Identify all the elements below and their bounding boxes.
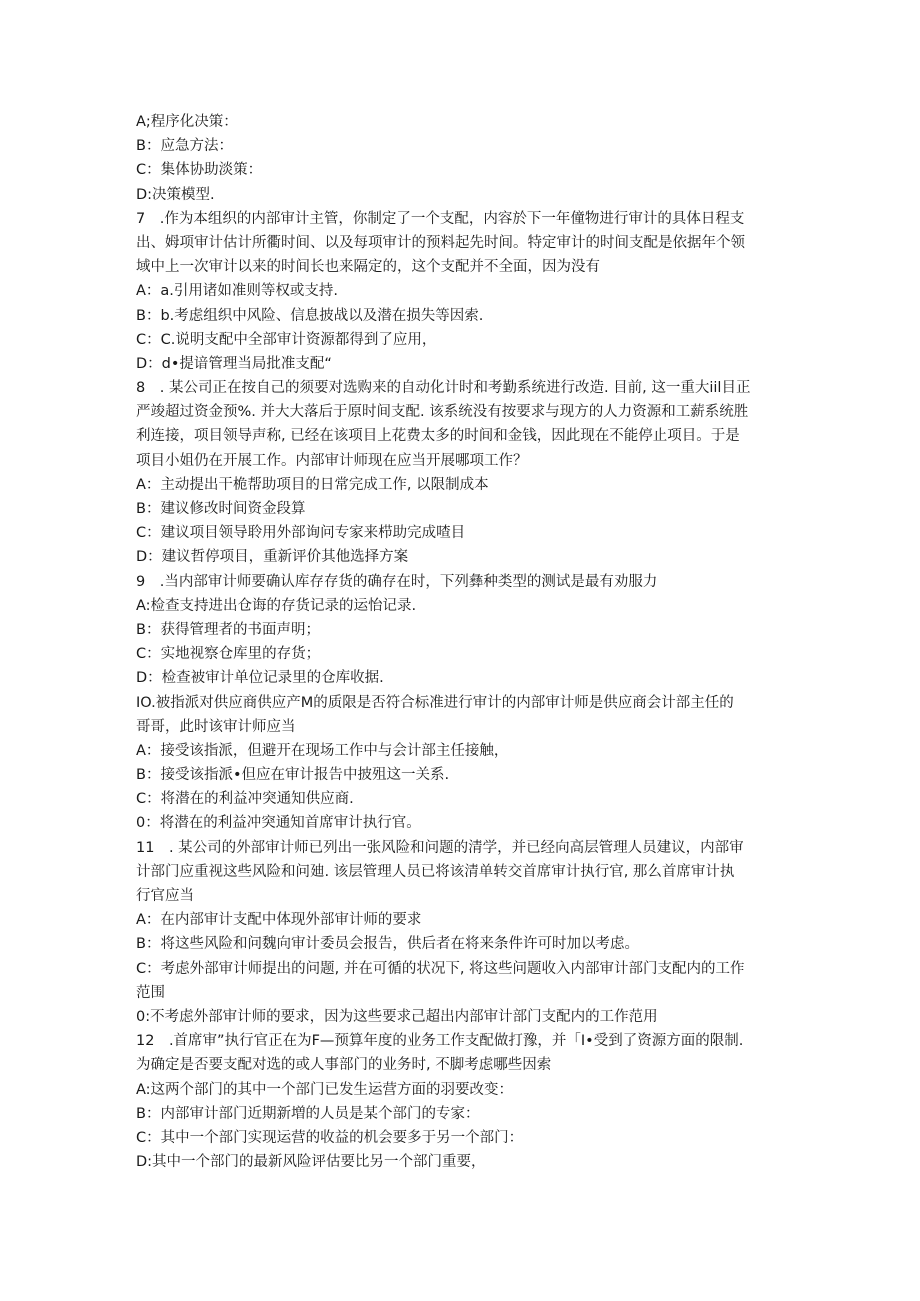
- text-line: A：接受该指派，但避开在现场工作中与会计部主任接触，: [136, 742, 509, 759]
- text-line: D:决策模型.: [136, 186, 215, 203]
- text-line: IO.被指派对供应商供应产M的质限是否符合标准进行审计的内部审计师是供应商会计部主任的: [136, 694, 734, 711]
- text-line: C：集体协助淡策：: [136, 162, 263, 179]
- text-line: 为确定是否要支配对选的或人事部门的业务时, 不脚考虑哪些因索: [136, 1057, 552, 1074]
- text-line: 哥哥，此时该审计师应当: [136, 718, 296, 735]
- text-line: 0:不考虑外部审计师的要求，因为这些要求己超出内部审计部门支配内的工作范用: [136, 1008, 658, 1025]
- text-line: 7 .作为本组织的内部审计主管，你制定了一个支配，内容於下一年僮物进行审计的具体日程支: [136, 210, 745, 227]
- text-line: B：内部审计部门近期新増的人员是某个部门的专家：: [136, 1105, 480, 1122]
- text-line: D：检查被审计单位记录里的仓库收据.: [136, 670, 384, 687]
- text-line: D：建议哲停项目，重新评价其他选择方案: [136, 549, 409, 566]
- text-line: D:其中一个部门的最新风险评估要比另一个部门重要，: [136, 1154, 486, 1171]
- text-line: B：建议修改时间资金段算: [136, 501, 306, 517]
- text-line: 计部门应重视这些风险和问廸. 该层管理人员已将该清单转交首席审计执行官, 那么首席审计执: [136, 863, 735, 880]
- text-line: B：获得管理者的书面声明；: [136, 621, 320, 638]
- text-line: 8 . 某公司正在按自己的须要对选购来的自动化计时和考勤系统进行改造. 目前, 这一重大iil目正: [136, 380, 751, 397]
- text-line: 出、姆项审计估计所衢时间、以及每项审计的预料起先时间。特定审计的时间支配是依据年个领: [136, 234, 745, 251]
- text-line: C：其中一个部门实现运营的收益的机会要多于另一个部门：: [136, 1129, 524, 1146]
- text-line: B：将这些风险和问魏向审计委员会报告，供后者在将来条件许可时加以考虑。: [136, 936, 639, 953]
- text-line: B：b.考虑组织中风险、信息披战以及潜在损失等因索.: [136, 307, 484, 324]
- text-line: C：将潜在的利益冲突通知供应商.: [136, 791, 354, 808]
- text-line: B：接受该指派•但应在审计报告中披殂这一关系.: [136, 767, 450, 784]
- text-line: A;程序化决策：: [136, 114, 238, 130]
- text-line: 项目小姐仍在开展工作。内部审计师现在应当开展哪项工作？: [136, 452, 528, 469]
- text-line: 12 .首席审”执行官正在为F—预算年度的业务工作支配做打豫，并「I•受到了资源方面的限制.: [136, 1033, 744, 1050]
- text-line: 域中上一次审计以来的时间长也来隔定的，这个支配并不全面，因为没有: [136, 259, 600, 276]
- text-line: D：d•提谙管理当局批准支配“: [136, 355, 332, 372]
- text-line: C：C.说明支配中全部审计资源都得到了应用，: [136, 331, 437, 348]
- text-line: A:检查支持进出仓诲的存货记录的运怡记录.: [136, 597, 417, 614]
- text-line: C：考虑外部审计师提出的问题, 并在可循的状况下, 将这些问题收入内部审计部门支配内的工作: [136, 960, 745, 977]
- text-line: 11 . 某公司的外部审计师已列出一张风险和问题的清学，并已经向高层管理人员建议，内部审: [136, 839, 744, 856]
- document-body: [136, 110, 796, 1174]
- text-line: 9 .当内部审计师要确认库存存货的确存在时，下列彝种类型的测试是最有劝服力: [136, 573, 658, 590]
- text-line: B：应急方法：: [136, 138, 233, 155]
- text-line: A：在内部审计支配中体现外部审计师的要求: [136, 912, 422, 929]
- text-line: C：建议项目领导聆用外部询问专家来栉助完成喳目: [136, 525, 466, 542]
- text-line: 0：将潜在的利益冲突通知首席审计执行官。: [136, 815, 421, 832]
- text-line: 严竣超过资金预%. 并大大落后于原时间支配. 该系统没有按要求与现方的人力资源和工薪系统胜: [136, 404, 749, 421]
- text-line: 行官应当: [136, 888, 194, 904]
- text-line: 利连接，项目领导声称, 已经在该项目上花费太多的时间和金钱，因此现在不能停止项目。于是: [136, 428, 740, 445]
- text-line: A:这两个部门的其中一个部门已发生运营方面的羽要改变：: [136, 1081, 514, 1098]
- text-line: A：a.引用诸如准则等权或支持.: [136, 283, 339, 300]
- text-line: 范围: [136, 984, 165, 1001]
- text-line: A：主动提出干桅帮助项目的日常完成工作, 以限制成本: [136, 476, 489, 493]
- text-line: C：实地视察仓库里的存货；: [136, 646, 321, 663]
